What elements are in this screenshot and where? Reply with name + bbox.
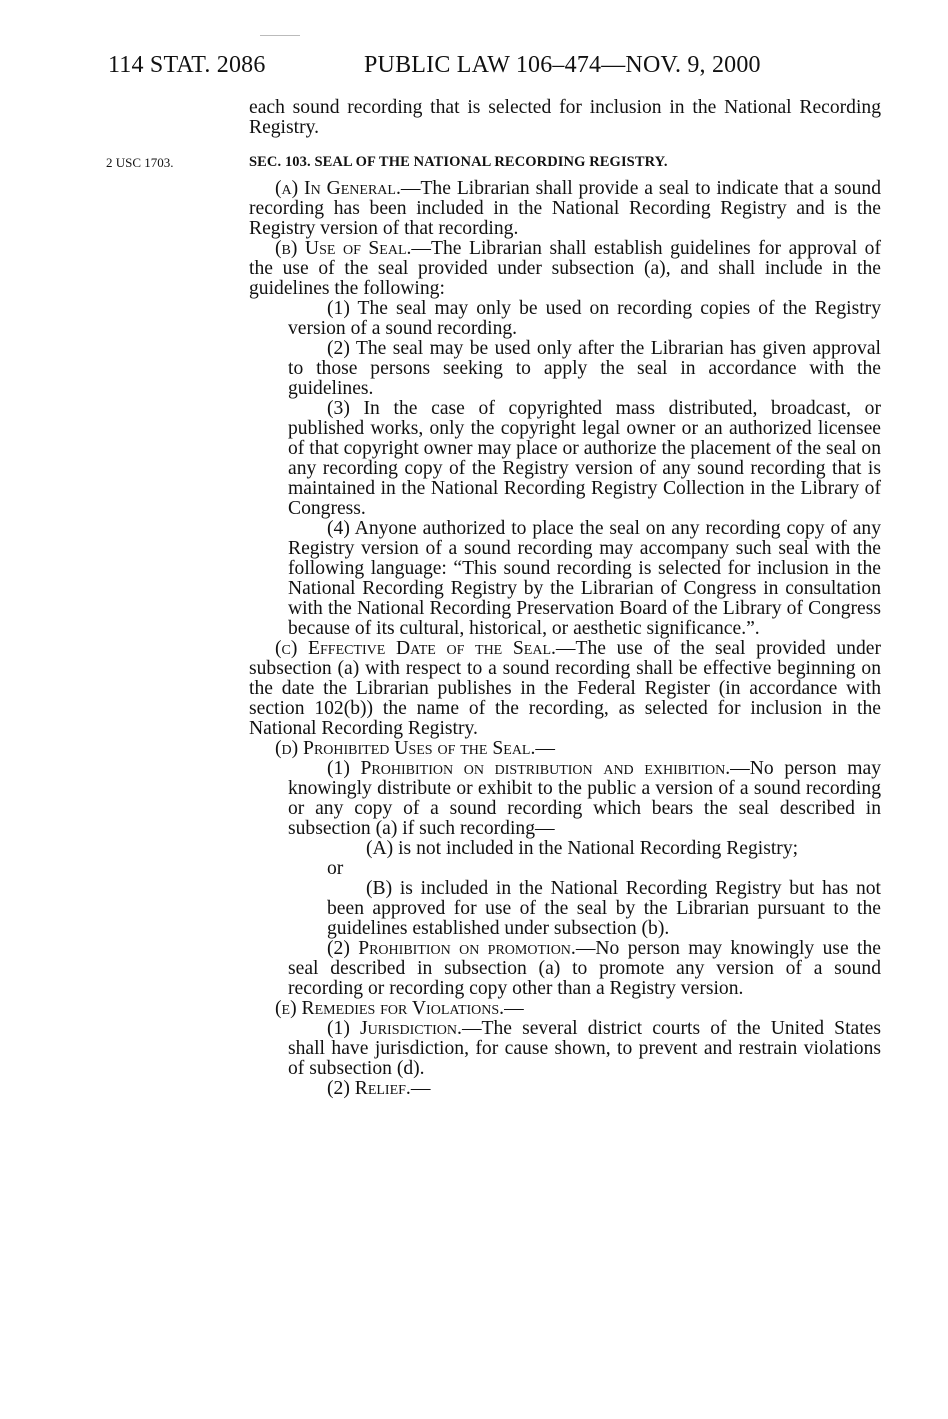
paragraph-d2-label: (2) Prohibition on promotion.: [327, 938, 576, 959]
scan-mark: [260, 35, 300, 36]
clause-d1A: (A) is not included in the National Recording Registry;: [366, 838, 799, 859]
subsection-c-text: —The use of the seal provided under subsection (a) with respect to a sound recording shall be effective beginning on the date the Librarian publishes in the Federal Register (in accordance with section 102(b)) the name of the recording, as selected for inclusion in the National Recording Registry.: [249, 638, 881, 739]
subsection-a-label: (a) In General.: [275, 178, 401, 199]
clause-or: or: [327, 858, 344, 879]
paragraph-d1-text: —No person may knowingly distribute or exhibit to the public a version of a sound recording or any copy of a sound recording which bears the seal described in subsection (a) if such recording—: [288, 758, 881, 839]
public-law-title: PUBLIC LAW 106–474—NOV. 9, 2000: [364, 52, 761, 78]
subsection-d: [249, 739, 881, 759]
statute-text: [249, 98, 881, 1099]
paragraph-e2-text: —: [410, 1078, 431, 1099]
subsection-b: [249, 239, 881, 299]
subsection-d-label: (d) Prohibited Uses of the Seal.: [275, 738, 536, 759]
subsection-e-label: (e) Remedies for Violations.: [275, 998, 505, 1019]
paragraph-d2: [288, 939, 881, 999]
subsection-e-text: —: [504, 998, 524, 1019]
paragraph-e2-label: (2) Relief.: [327, 1078, 411, 1099]
section-heading: SEC. 103. SEAL OF THE NATIONAL RECORDING REGISTRY.: [249, 154, 668, 170]
paragraph-e2: [288, 1079, 881, 1099]
clause-d1B: (B) is included in the National Recording Registry but has not been approved for use of the seal by the Librarian pursuant to the guidelines established under subsection (b).: [327, 878, 881, 939]
paragraph-d1-label: (1) Prohibition on distribution and exhibition.: [327, 758, 731, 779]
subsection-c-label: (c) Effective Date of the Seal.: [275, 638, 556, 659]
subsection-b-label: (b) Use of Seal.: [275, 238, 412, 259]
subsection-b-text: —The Librarian shall establish guidelines for approval of the use of the seal provided under subsection (a), and shall include in the guidelines the following:: [249, 238, 881, 299]
paragraph-b4: (4) Anyone authorized to place the seal on any recording copy of any Registry version of a sound recording may accompany such seal with the following language: “This sound recording is selected for inclusion in the National Recording Registry by the Librarian of Congress in consultation with the National Recording Preservation Board of the Library of Congress because of its cultural, historical, or aesthetic significance.”.: [288, 518, 881, 639]
paragraph-b1: (1) The seal may only be used on recording copies of the Registry version of a sound recording.: [288, 298, 881, 339]
subsection-c: [249, 639, 881, 739]
subsection-a: [249, 179, 881, 239]
subsection-a-text: —The Librarian shall provide a seal to indicate that a sound recording has been included in the National Recording Registry and is the Registry version of that recording.: [249, 178, 881, 239]
usc-margin-citation: 2 USC 1703.: [106, 155, 174, 170]
paragraph-b3: (3) In the case of copyrighted mass distributed, broadcast, or published works, only the copyright legal owner or an authorized licensee of that copyright owner may place or authorize the placement of the seal on any recording copy of the Registry version of any sound recording that is maintained in the National Recording Registry Collection in the Library of Congress.: [288, 398, 881, 519]
paragraph-d2-text: —No person may knowingly use the seal described in subsection (a) to promote any version of a sound recording or recording copy other than a Registry version.: [288, 938, 881, 999]
subsection-e: [249, 999, 881, 1019]
paragraph-b2: (2) The seal may be used only after the Librarian has given approval to those persons seeking to apply the seal in accordance with the guidelines.: [288, 338, 881, 399]
paragraph-e1-text: —The several district courts of the United States shall have jurisdiction, for cause shown, to prevent and restrain violations of subsection (d).: [288, 1018, 881, 1079]
paragraph-e1-label: (1) Jurisdiction.: [327, 1018, 462, 1039]
paragraph-e1: [288, 1019, 881, 1079]
carryover-paragraph: each sound recording that is selected for inclusion in the National Recording Registry.: [249, 97, 881, 138]
subsection-d-text: —: [535, 738, 555, 759]
stat-page-number: 114 STAT. 2086: [108, 52, 266, 78]
paragraph-d1: [288, 759, 881, 839]
